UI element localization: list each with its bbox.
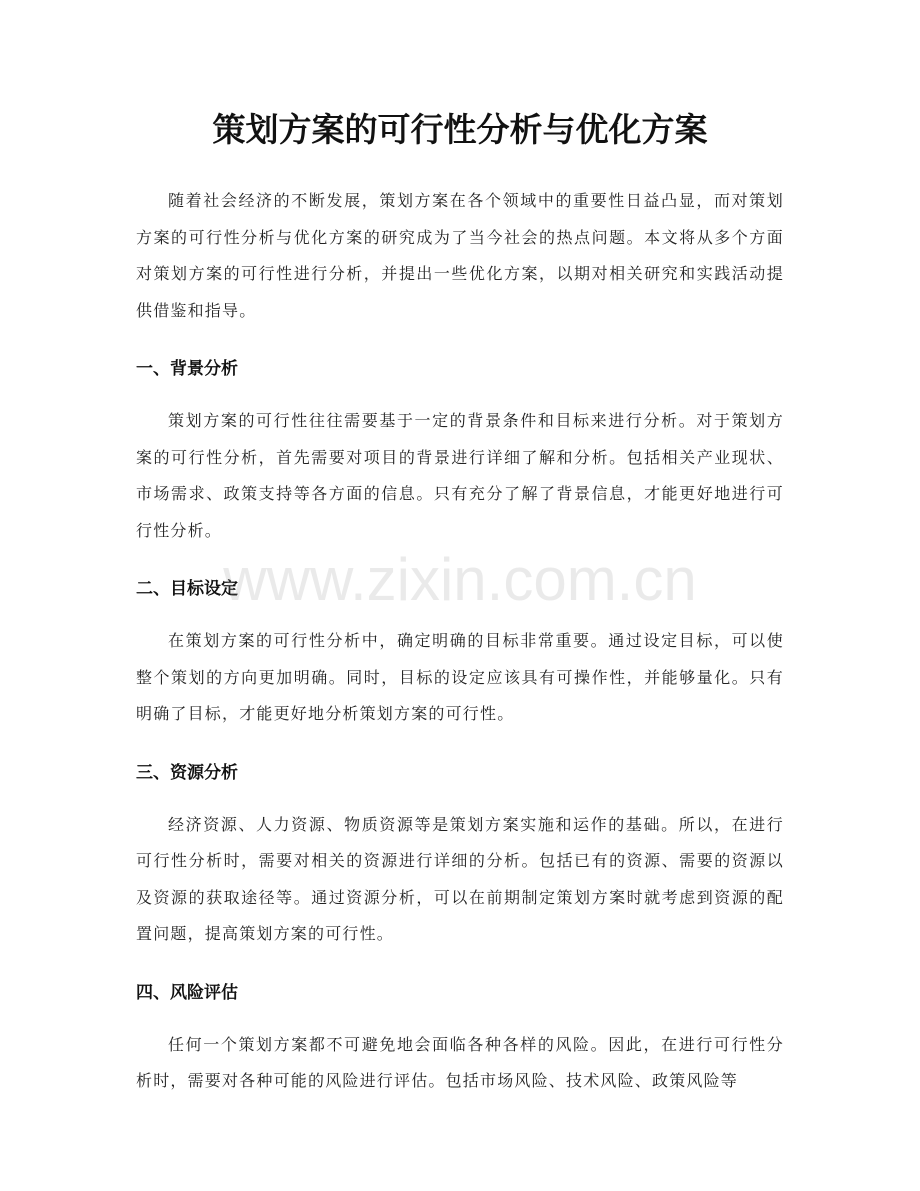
section-body-resources: 经济资源、人力资源、物质资源等是策划方案实施和运作的基础。所以，在进行可行性分析时，需要对相关的资源进行详细的分析。包括已有的资源、需要的资源以及资源的获取途径等。通过资源分析，可以在前期制定策划方案时就考虑到资源的配置问题，提高策划方案的可行性。 [136, 814, 784, 943]
document-title: 策划方案的可行性分析与优化方案 [212, 110, 708, 149]
section-heading-risk: 四、风险评估 [136, 982, 238, 1003]
section-heading-resources: 三、资源分析 [136, 762, 238, 783]
intro-paragraph: 随着社会经济的不断发展，策划方案在各个领域中的重要性日益凸显，而对策划方案的可行性分析与优化方案的研究成为了当今社会的热点问题。本文将从多个方面对策划方案的可行性进行分析，并提出一些优化方案，以期对相关研究和实践活动提供借鉴和指导。 [136, 191, 784, 320]
section-heading-goal: 二、目标设定 [136, 579, 238, 599]
section-heading-background: 一、背景分析 [136, 359, 238, 379]
section-body-background: 策划方案的可行性往往需要基于一定的背景条件和目标来进行分析。对于策划方案的可行性分析，首先需要对项目的背景进行详细了解和分析。包括相关产业现状、市场需求、政策支持等各方面的信息。只有充分了解了背景信息，才能更好地进行可行性分析。 [136, 411, 784, 540]
section-body-risk: 任何一个策划方案都不可避免地会面临各种各样的风险。因此，在进行可行性分析时，需要对各种可能的风险进行评估。包括市场风险、技术风险、政策风险等 [136, 1034, 784, 1090]
section-body-goal: 在策划方案的可行性分析中，确定明确的目标非常重要。通过设定目标，可以使整个策划的方向更加明确。同时，目标的设定应该具有可操作性，并能够量化。只有明确了目标，才能更好地分析策划方案的可行性。 [136, 631, 784, 723]
watermark: www.zixin.com.cn [223, 546, 697, 613]
document-body [136, 183, 784, 1100]
